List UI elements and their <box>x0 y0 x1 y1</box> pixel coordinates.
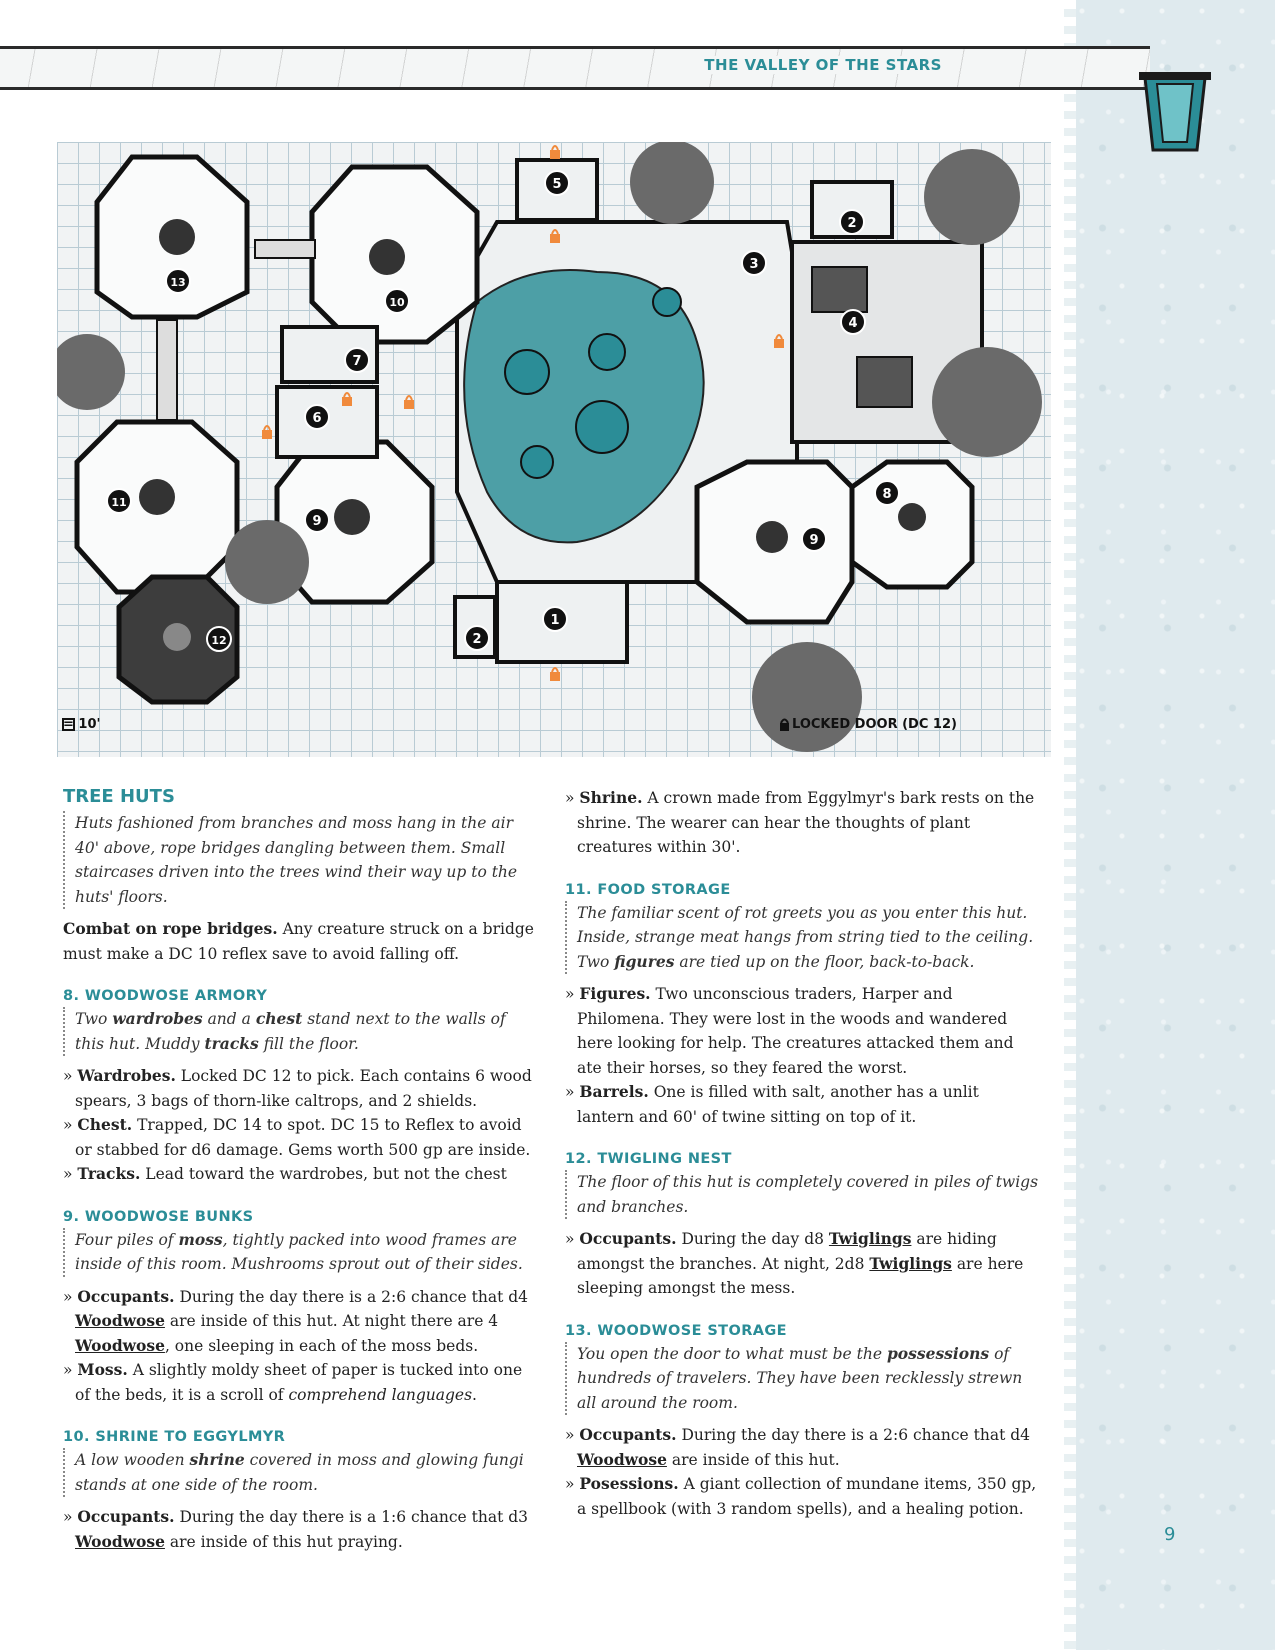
section-11-read-aloud: The familiar scent of rot greets you as you enter this hut. Inside, strange meat hangs from string tied to the ceiling. Two figures are tied up on the floor, back-to-back. <box>565 901 1040 975</box>
section-11-heading: 11. FOOD STORAGE <box>565 881 731 898</box>
svg-text:5: 5 <box>552 177 562 192</box>
room-marker-2 <box>465 626 489 650</box>
tree-huts-heading: TREE HUTS <box>63 786 175 807</box>
section-10-occupants: » Occupants. During the day there is a 1:6 chance that d3 Woodwose are inside of this hut praying. <box>63 1505 538 1554</box>
svg-text:6: 6 <box>312 411 322 426</box>
room-marker-2 <box>840 210 864 234</box>
left-column <box>63 786 538 1554</box>
page-number: 9 <box>1164 1524 1176 1545</box>
section-8-wardrobes: » Wardrobes. Locked DC 12 to pick. Each contains 6 wood spears, 3 bags of thorn-like caltrops, and 2 shields. <box>63 1064 538 1113</box>
woodwose-link[interactable]: Woodwose <box>75 1311 165 1330</box>
svg-text:4: 4 <box>848 316 858 331</box>
lock-icon <box>550 146 560 159</box>
paper-edge-decoration <box>1070 0 1275 1650</box>
section-8-tracks: » Tracks. Lead toward the wardrobes, but not the chest <box>63 1162 538 1187</box>
tree-huts-combat-rule: Combat on rope bridges. Any creature struck on a bridge must make a DC 10 reflex save to avoid falling off. <box>63 919 534 963</box>
room-marker-3 <box>742 251 766 275</box>
room-marker-1 <box>543 607 567 631</box>
section-12-heading: 12. TWIGLING NEST <box>565 1151 732 1167</box>
section-13-read-aloud: You open the door to what must be the possessions of hundreds of travelers. They have been recklessly strewn all around the room. <box>565 1342 1040 1416</box>
lock-icon <box>550 668 560 681</box>
section-10-read-aloud: A low wooden shrine covered in moss and glowing fungi stands at one side of the room. <box>63 1448 538 1497</box>
room-marker-4 <box>841 310 865 334</box>
section-9-moss: » Moss. A slightly moldy sheet of paper is tucked into one of the beds, it is a scroll of comprehend languages. <box>63 1358 538 1407</box>
dungeon-map <box>57 142 1051 757</box>
section-13-heading: 13. WOODWOSE STORAGE <box>565 1322 787 1339</box>
room-marker-12 <box>207 627 231 651</box>
section-10-shrine: » Shrine. A crown made from Eggylmyr's bark rests on the shrine. The wearer can hear the thoughts of plant creatures within 30'. <box>565 786 1040 860</box>
svg-text:9: 9 <box>312 514 322 529</box>
room-marker-8 <box>875 481 899 505</box>
svg-text:3: 3 <box>749 257 759 272</box>
room-marker-11 <box>107 489 131 513</box>
lock-icon <box>262 426 272 439</box>
room-marker-13 <box>166 269 190 293</box>
room-marker-10 <box>385 289 409 313</box>
woodwose-link[interactable]: Woodwose <box>75 1531 165 1551</box>
right-column <box>565 786 1040 1521</box>
header-banner <box>0 46 1150 90</box>
section-11-barrels: » Barrels. One is filled with salt, another has a unlit lantern and 60' of twine sitting on top of it. <box>565 1080 1040 1129</box>
svg-text:10: 10 <box>389 296 405 309</box>
section-13-possessions: » Posessions. A giant collection of mundane items, 350 gp, a spellbook (with 3 random spells), and a healing potion. <box>565 1472 1040 1521</box>
svg-text:2: 2 <box>847 216 857 231</box>
room-marker-9 <box>802 527 826 551</box>
map-scale-legend: = 10' <box>63 717 101 732</box>
svg-text:9: 9 <box>809 533 819 548</box>
section-10-heading: 10. SHRINE TO EGGYLMYR <box>63 1429 286 1445</box>
section-11-figures: » Figures. Two unconscious traders, Harper and Philomena. They were lost in the woods and wandered here looking for help. The creatures attacked them and ate their horses, so they feared the worst. <box>565 982 1040 1080</box>
section-9-read-aloud: Four piles of moss, tightly packed into wood frames are inside of this room. Mushrooms sprout out of their sides. <box>63 1228 538 1277</box>
section-12-occupants: » Occupants. During the day d8 Twiglings are hiding amongst the branches. At night, 2d8 Twiglings are here sleeping amongst the mess. <box>565 1227 1040 1301</box>
twiglings-link[interactable]: Twiglings <box>869 1253 952 1273</box>
tree-huts-read-aloud: Huts fashioned from branches and moss hang in the air 40' above, rope bridges dangling between them. Small staircases driven into the trees wind their way up to the huts' floors. <box>63 811 538 909</box>
section-8-chest: » Chest. Trapped, DC 14 to spot. DC 15 to Reflex to avoid or stabbed for d6 damage. Gems worth 500 gp are inside. <box>63 1113 538 1162</box>
room-marker-6 <box>305 405 329 429</box>
section-8-heading: 8. WOODWOSE ARMORY <box>63 988 268 1004</box>
map-locked-door-legend: LOCKED DOOR (DC 12) <box>792 717 957 732</box>
room-marker-9 <box>305 508 329 532</box>
section-9-occupants: » Occupants. During the day there is a 2:6 chance that d4 Woodwose are inside of this hut. At night there are 4 Woodwose, one sleeping in each of the moss beds. <box>63 1285 538 1359</box>
section-8-read-aloud: Two wardrobes and a chest stand next to the walls of this hut. Muddy tracks fill the floor. <box>63 1007 538 1056</box>
svg-text:7: 7 <box>352 354 362 369</box>
svg-text:13: 13 <box>170 276 186 289</box>
chapter-title: THE VALLEY OF THE STARS <box>696 56 950 74</box>
banner-bar <box>0 46 1150 90</box>
svg-text:1: 1 <box>550 613 560 628</box>
svg-text:11: 11 <box>111 496 127 509</box>
section-13-occupants: » Occupants. During the day there is a 2:6 chance that d4 Woodwose are inside of this hut. <box>565 1423 1040 1472</box>
banner-emblem-icon <box>1135 70 1215 160</box>
svg-text:8: 8 <box>882 487 892 502</box>
section-12-read-aloud: The floor of this hut is completely covered in piles of twigs and branches. <box>565 1170 1040 1219</box>
svg-text:2: 2 <box>472 632 482 647</box>
section-9-heading: 9. WOODWOSE BUNKS <box>63 1208 254 1225</box>
lock-icon <box>404 396 414 409</box>
room-marker-5 <box>545 171 569 195</box>
woodwose-link[interactable]: Woodwose <box>75 1335 165 1355</box>
twiglings-link[interactable]: Twiglings <box>828 1229 912 1248</box>
woodwose-link[interactable]: Woodwose <box>577 1449 667 1469</box>
map-drawing <box>57 142 1051 757</box>
svg-text:12: 12 <box>211 634 227 647</box>
room-marker-7 <box>345 348 369 372</box>
